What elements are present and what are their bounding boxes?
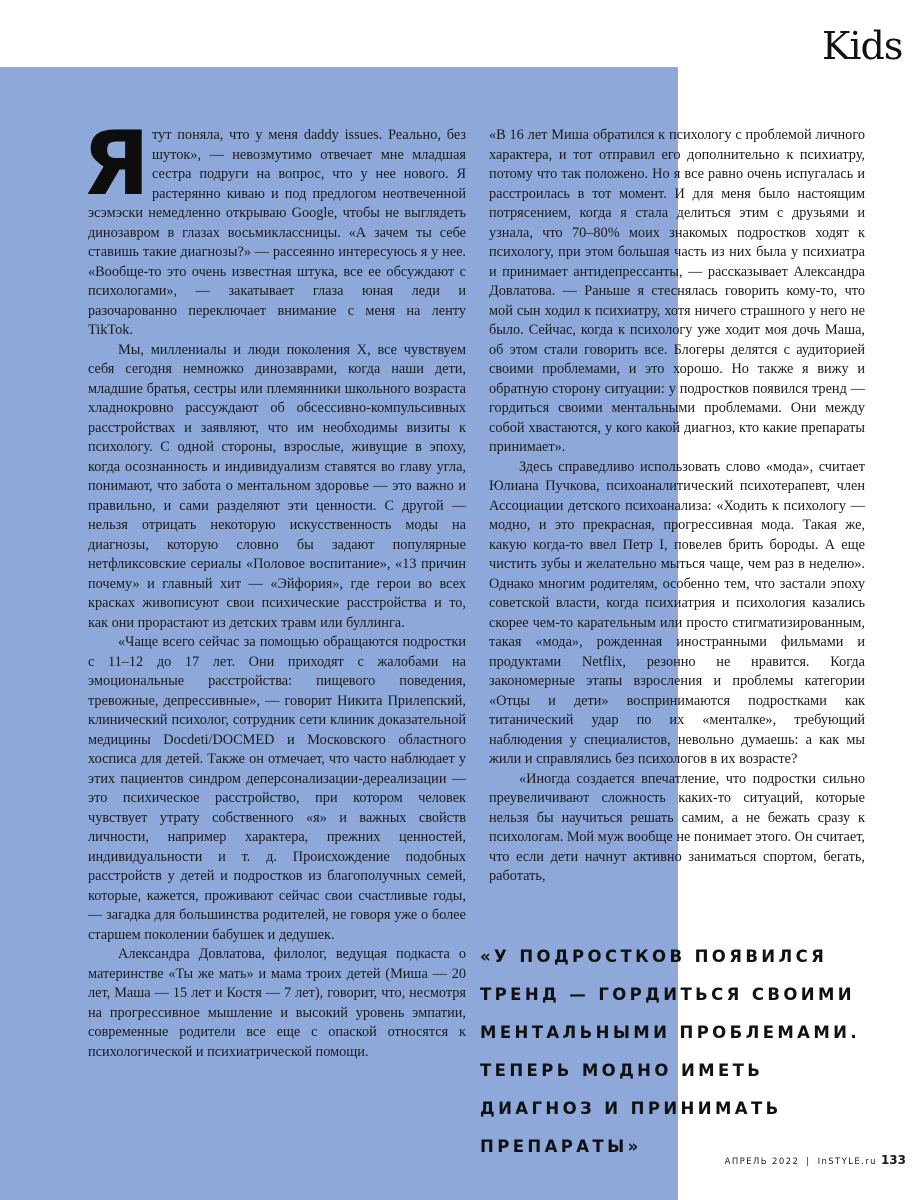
page-number: 133 [880, 1153, 906, 1167]
page-footer [725, 1153, 906, 1167]
article-paragraph: Александра Довлатова, филолог, ведущая подкаста о материнстве «Ты же мать» и мама троих детей (Миша — 20 лет, Маша — 15 лет и Костя — 7 лет), говорит, что, несмотря на прогрессивное мышление и высокий уровень эмпатии, современные родители все еще с опаской относятся к психологической и психиатрической помощи. [88, 946, 466, 1060]
section-label: Kids [822, 24, 903, 68]
site-name: InSTYLE.ru [817, 1157, 877, 1167]
article-paragraph [82, 112, 466, 341]
article-column-left [82, 112, 466, 1062]
article-paragraph: Мы, миллениалы и люди поколения X, все чувствуем себя сегодня немножко динозаврами, когда наши дети, младшие братья, сестры или племянники школьного возраста хладнокровно рассуждают об обсессивно-компульсивных расстройствах и заявляют, что им необходимы визиты к психологу. С одной стороны, взрослые, живущие в эпоху, когда осознанность и индивидуализм ставятся во главу угла, понимают, что забота о ментальном здоровье — это важно и правильно, и сами разделяют эти ценности. С другой — нельзя отрицать некоторую искусственность моды на диагнозы, которую словно бы задают популярные нетфликсовские сериалы «Половое воспитание», «13 причин почему» и главный хит — «Эйфория», где герои во всех красках живописуют свои психические расстройства и то, как они прорастают из детских травм или буллинга. [88, 341, 466, 631]
paragraph-text: тут поняла, что у меня daddy issues. Реально, без шуток», — невозмутимо отвечает мне младшая сестра подруги на вопрос, что у нее нового. Я растерянно киваю и под предлогом неотвеченной эсэмэски немедленно открываю Google, чтобы не выглядеть динозавром в глазах восьмиклассницы. «А зачем ты себе ставишь такие диагнозы?» — рассеянно интересуюсь я у нее. «Вообще-то это очень известная штука, все ее обсуждают с психологами», — закатывает глаза юная леди и разочарованно переключает внимание с меня на ленту TikTok. [88, 127, 466, 338]
issue-date: АПРЕЛЬ 2022 [724, 1157, 800, 1167]
article-paragraph: «В 16 лет Миша обратился к психологу с проблемой личного характера, и тот отправил его дополнительно к психиатру, потому что так положено. Но я все равно очень испугалась и расстроилась в тот момент. И для меня было настоящим потрясением, когда я стала делиться этим с друзьями и узнала, что 70–80% моих знакомых подростков ходят к психологу, при этом большая часть из них была у психиатра и принимает антидепрессанты, — рассказывает Александра Довлатова. — Раньше я стеснялась говорить кому-то, что мой сын ходил к психиатру, хотя ничего страшного у него не было. Сейчас, когда к психологу уже ходит моя дочь Маша, об этом стали говорить все. Блогеры делятся с аудиторией своими проблемами, и это хорошо. Но также я вижу и обратную сторону ситуации: у подростков появился тренд — гордиться своими ментальными проблемами. Они между собой хвастаются, у кого какой диагноз, кто какие препараты принимает». [489, 127, 865, 455]
article-paragraph: «Иногда создается впечатление, что подростки сильно преувеличивают сложность каких-то ситуаций, которые нельзя бы научиться решать самим, а не бежать сразу к психологам. Мой муж вообще не понимает этого. Он считает, что если дети начнут активно заниматься спортом, бегать, работать, [489, 770, 865, 884]
article-paragraph: «Чаще всего сейчас за помощью обращаются подростки с 11–12 до 17 лет. Они приходят с жалобами на эмоциональные расстройства: пищевого поведения, тревожные, депрессивные», — говорит Никита Прилепский, клинический психолог, сотрудник сети клиник доказательной медицины Docdeti/DOCMED и Московского областного хосписа для детей. Также он отмечает, что часто наблюдает у этих пациентов синдром деперсонализации-дереализации — это психическое расстройство, при котором человек чувствует утрату собственного «я» и важных свойств личности, например характера, прежних ценностей, индивидуальности и т. д. Происхождение подобных расстройств у детей и подростков из благополучных семей, которые, кажется, проживают сейчас свои счастливые годы, — загадка для большинства родителей, не говоря уже о более старшем поколении бабушек и дедушек. [88, 634, 466, 943]
article-column-right [489, 126, 865, 887]
footer-separator: | [806, 1157, 811, 1167]
pull-quote: «У ПОДРОСТКОВ ПОЯВИЛСЯ ТРЕНД — ГОРДИТЬСЯ СВОИМИ МЕНТАЛЬНЫМИ ПРОБЛЕМАМИ. ТЕПЕРЬ МОДНО ИМЕТЬ ДИАГНОЗ И ПРИНИМАТЬ ПРЕПАРАТЫ» [480, 947, 861, 1156]
drop-cap: Я [82, 112, 150, 215]
article-paragraph: Здесь справедливо использовать слово «мода», считает Юлиана Пучкова, психоаналитический психотерапевт, член Ассоциации детского психоанализа: «Ходить к психологу — модно, и это прекрасная, прогрессивная мода. Такая же, какую когда-то ввел Петр I, повелев брить бороды. А еще чистить зубы и желательно мыться чаще, чем раз в неделю». Однако многим родителям, особенно тем, что застали эпоху советской власти, когда психиатрия и психология казались скорее чем-то карательным или просто стигматизированным, такая «мода», рожденная иностранными фильмами и продуктами Netflix, резонно не нравится. Когда закономерные этапы взросления и проблемы категории «Отцы и дети» воспринимаются подростками как титанический удар по их «менталке», требующий наблюдения у специалистов, невольно думаешь: а как мы жили и справлялись без психологов в их возрасте? [489, 458, 865, 767]
